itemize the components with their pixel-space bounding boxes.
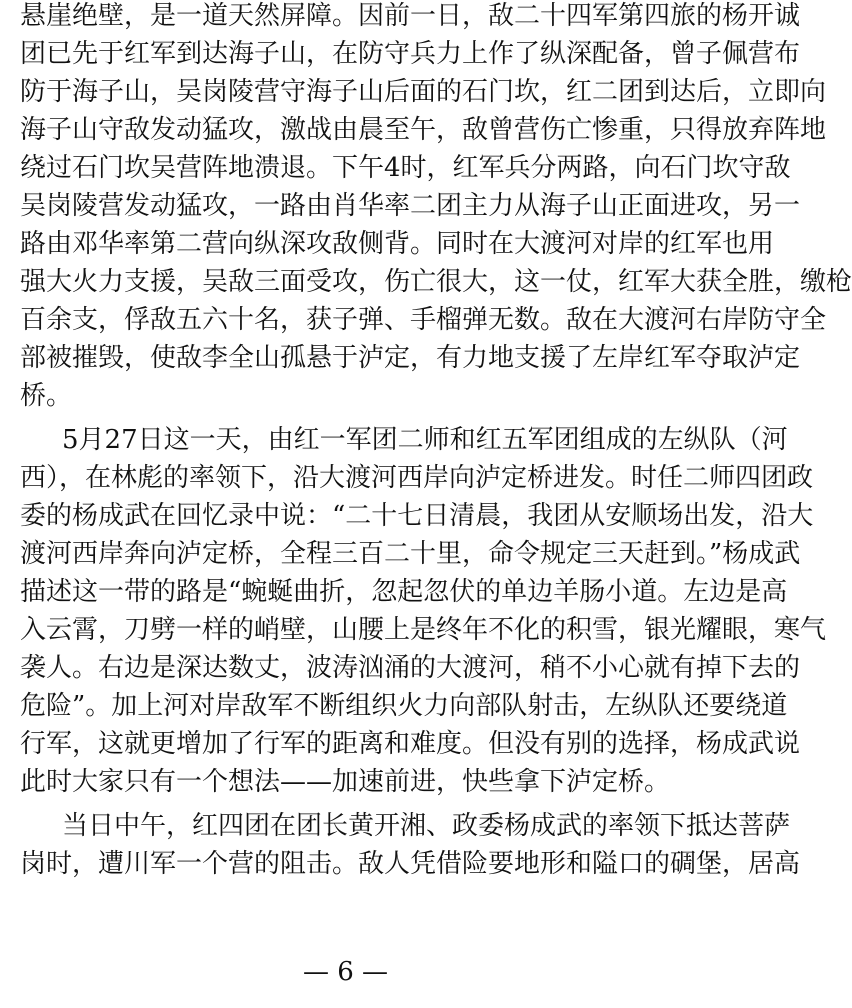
text-line: 部被摧毁，使敌李全山孤悬于泸定，有力地支援了左岸红军夺取泸定 (20, 343, 801, 373)
text-line: 渡河西岸奔向泸定桥，全程三百二十里，命令规定三天赶到。”杨成武 (20, 539, 801, 569)
page-number: — 6 — (302, 957, 389, 987)
text-line: 路由邓华率第二营向纵深攻敌侧背。同时在大渡河对岸的红军也用 (20, 229, 775, 259)
text-line: 入云霄，刀劈一样的峭壁，山腰上是终年不化的积雪，银光耀眼，寒气 (20, 615, 827, 645)
text-line: 防于海子山，吴岗陵营守海子山后面的石门坎，红二团到达后，立即向 (20, 77, 827, 107)
text-line: 团已先于红军到达海子山，在防守兵力上作了纵深配备，曾子佩营布 (20, 39, 801, 69)
text-line: 委的杨成武在回忆录中说：“二十七日清晨，我团从安顺场出发，沿大 (20, 501, 814, 531)
text-line: 吴岗陵营发动猛攻，一路由肖华率二团主力从海子山正面进攻，另一 (20, 191, 801, 221)
text-line: 此时大家只有一个想法——加速前进，快些拿下泸定桥。 (20, 767, 671, 797)
text-line: 绕过石门坎吴营阵地溃退。下午4时，红军兵分两路，向石门坎守敌 (20, 153, 791, 183)
text-line: 桥。 (20, 381, 73, 411)
text-line: 岗时，遭川军一个营的阻击。敌人凭借险要地形和隘口的碉堡，居高 (20, 849, 801, 879)
text-line: 百余支，俘敌五六十名，获子弹、手榴弹无数。敌在大渡河右岸防守全 (20, 305, 827, 335)
paragraph-first-line: 5月27日这一天，由红一军团二师和红五军团组成的左纵队（河 (62, 425, 788, 455)
text-line: 危险”。加上河对岸敌军不断组织火力向部队射击，左纵队还要绕道 (20, 691, 788, 721)
text-line: 西），在林彪的率领下，沿大渡河西岸向泸定桥进发。时任二师四团政 (20, 463, 814, 493)
text-line: 行军，这就更增加了行军的距离和难度。但没有别的选择，杨成武说 (20, 729, 801, 759)
text-line: 悬崖绝壁，是一道天然屏障。因前一日，敌二十四军第四旅的杨开诚 (20, 1, 801, 31)
text-line: 强大火力支援，吴敌三面受攻，伤亡很大，这一仗，红军大获全胜，缴枪 (20, 267, 852, 297)
text-line: 海子山守敌发动猛攻，激战由晨至午，敌曾营伤亡惨重，只得放弃阵地 (20, 115, 827, 145)
paragraph-first-line: 当日中午，红四团在团长黄开湘、政委杨成武的率领下抵达菩萨 (62, 811, 791, 841)
text-line: 描述这一带的路是“蜿蜒曲折，忽起忽伏的单边羊肠小道。左边是高 (20, 577, 788, 607)
text-line: 袭人。右边是深达数丈，波涛汹涌的大渡河，稍不小心就有掉下去的 (20, 653, 801, 683)
